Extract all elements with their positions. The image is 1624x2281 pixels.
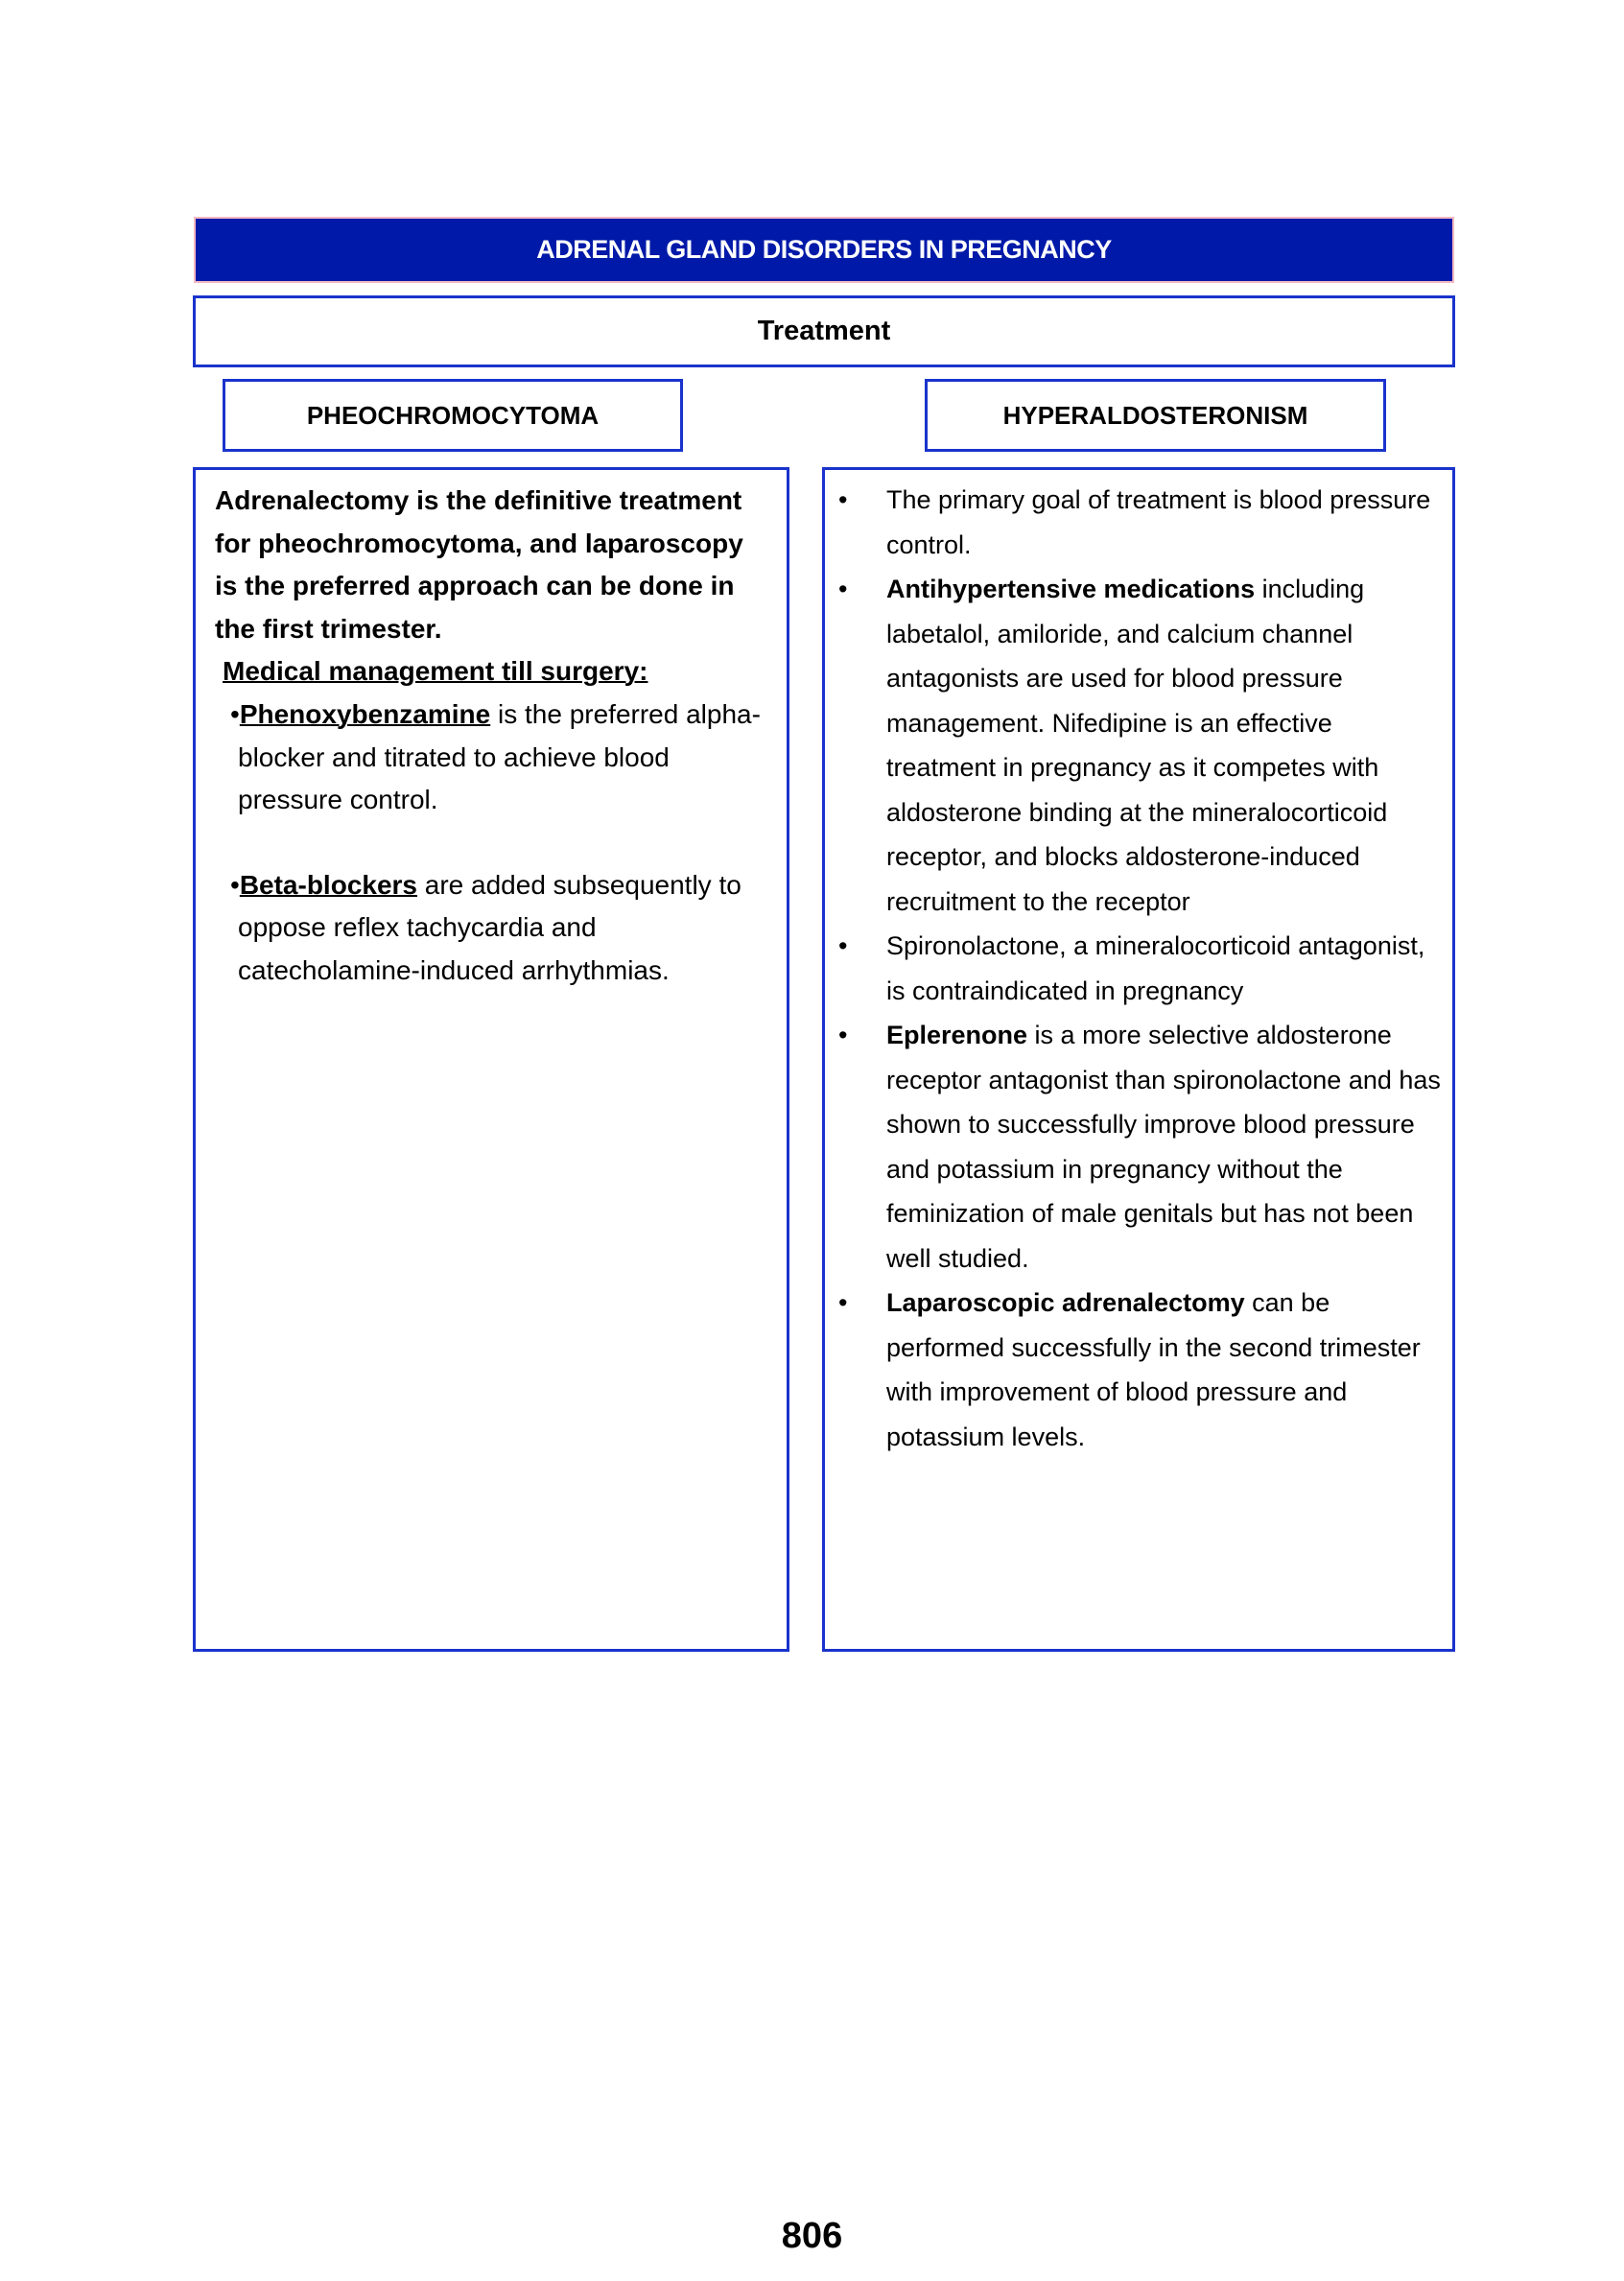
bullet-icon: • [838,1288,848,1317]
pheochromocytoma-content [193,467,789,1652]
item-term: Phenoxybenzamine [239,698,491,729]
hyperaldosteronism-content [822,467,1455,1652]
item-text: are added subsequently to oppose reflex tachycardia and catecholamine-induced arrhythmias. [238,869,741,985]
item-text: The primary goal of treatment is blood pressure control. [886,485,1431,559]
item-term: Laparoscopic adrenalectomy [886,1288,1245,1317]
list-item [825,1013,1443,1281]
list-item [825,567,1443,924]
hyperaldosteronism-heading-box [925,379,1386,452]
item-term: Eplerenone [886,1021,1028,1049]
list-item [825,924,1443,1013]
list-item [223,864,771,993]
list-item [223,694,771,822]
hyperaldosteronism-list [825,478,1443,1459]
treatment-title: Treatment [757,316,891,346]
pheochromocytoma-heading-box [223,379,683,452]
list-item [825,478,1443,567]
bullet-icon: • [838,485,848,514]
list-item [825,1281,1443,1459]
item-text: including labetalol, amiloride, and calcium channel antagonists are used for blood pressure management. Nifedipine is an effective treatment in pregnancy as it competes with aldosterone binding at the mineralocorticoid receptor, and blocks aldosterone-induced recruitment to the receptor [886,575,1388,916]
item-text: can be performed successfully in the second trimester with improvement of blood pressure and potassium levels. [886,1288,1421,1451]
item-text: is a more selective aldosterone receptor antagonist than spironolactone and has shown to successfully improve blood pressure and potassium in pregnancy without the feminization of male genitals but has not been well studied. [886,1021,1441,1273]
bullet-icon: • [230,698,240,729]
item-term: Beta-blockers [239,869,417,900]
header-title: ADRENAL GLAND DISORDERS IN PREGNANCY [536,235,1112,264]
pheochromocytoma-title: PHEOCHROMOCYTOMA [306,400,600,430]
page-header-banner [194,217,1454,283]
item-text: is the preferred alpha-blocker and titrated to achieve blood pressure control. [238,698,761,815]
bullet-icon: • [838,575,848,603]
medical-management-heading: Medical management till surgery: [223,656,648,687]
pheochromocytoma-intro: Adrenalectomy is the definitive treatment for pheochromocytoma, and laparoscopy is the preferred approach can be done in the first trimester. [215,485,743,644]
item-term: Antihypertensive medications [886,575,1256,603]
bullet-icon: • [838,931,848,960]
bullet-icon: • [230,869,240,900]
treatment-heading-box [193,295,1455,367]
item-text: Spironolactone, a mineralocorticoid antagonist, is contraindicated in pregnancy [886,931,1425,1005]
page-number: 806 [781,2216,843,2256]
hyperaldosteronism-title: HYPERALDOSTERONISM [1002,400,1308,430]
bullet-icon: • [838,1021,848,1049]
